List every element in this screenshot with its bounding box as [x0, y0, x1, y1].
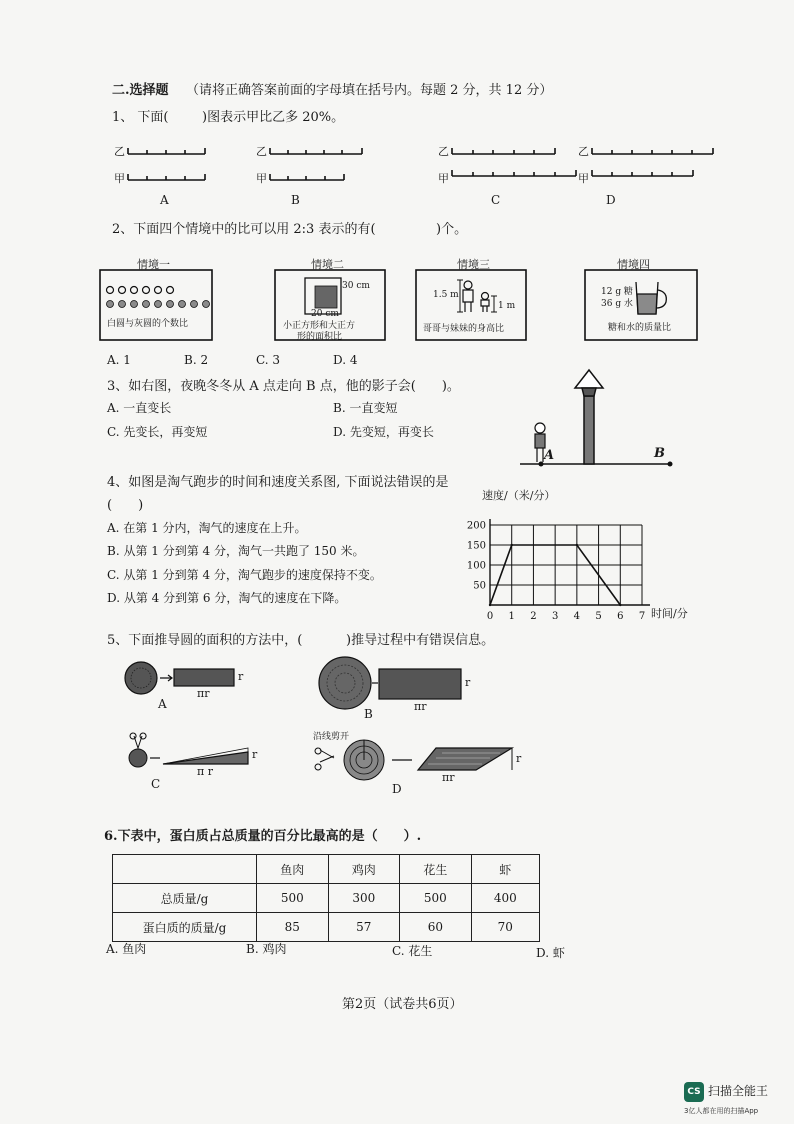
q5-c-length-label: π r: [197, 765, 213, 778]
x-tick-label: 1: [508, 611, 515, 622]
section-instruction: （请将正确答案前面的字母填在括号内。每题 2 分，共 12 分）: [186, 83, 553, 98]
table-header-fish: 鱼肉: [257, 855, 329, 884]
q6-option-c: C. 花生: [392, 944, 433, 958]
q3-stem: 3、如右图，夜晚冬冬从 A 点走向 B 点，他的影子会( )。: [107, 379, 460, 394]
q5-option-b: B: [364, 707, 373, 721]
q1-c-yi-label: 乙: [438, 145, 449, 158]
q5-b-circle: [319, 657, 371, 709]
q2-option-b: B. 2: [184, 353, 209, 367]
q3-option-c: C. 先变长，再变短: [107, 425, 208, 439]
table-row: [113, 913, 540, 942]
q4-option-a: A. 在第 1 分内，淘气的速度在上升。: [107, 521, 307, 535]
protein-table: [112, 854, 540, 942]
q5-a-circle: [125, 662, 157, 694]
q2-scene4-label-1: 12 g 糖: [601, 287, 633, 297]
q5-c-circle: [129, 733, 147, 767]
q5-b-r-label: r: [465, 676, 471, 689]
q1-stem-end: )图表示甲比乙多 20%。: [202, 110, 345, 125]
q5-d-r-label: r: [516, 752, 522, 765]
q6-option-d: D. 虾: [536, 946, 565, 960]
q3-point-a-label: A: [544, 448, 555, 463]
q4-stem-line2: ( ): [107, 498, 144, 513]
q2-scene2-side-label: 30 cm: [342, 281, 370, 291]
q5-stem-start: 5、下面推导圆的面积的方法中，(: [107, 633, 303, 648]
q1-c-jia-label: 甲: [438, 172, 449, 185]
x-tick-label: 5: [595, 611, 602, 622]
q1-d-jia-label: 甲: [578, 172, 589, 185]
q1-a-yi-label: 乙: [114, 145, 125, 158]
y-tick-label: 50: [473, 580, 486, 592]
q5-c-r-label: r: [252, 748, 258, 761]
q6-option-a: A. 鱼肉: [106, 942, 147, 956]
q5-d-parallelogram: [418, 748, 512, 770]
cell-protein-chicken: 57: [328, 913, 400, 942]
table-header-peanut: 花生: [400, 855, 472, 884]
q4-option-b: B. 从第 1 分到第 4 分，淘气一共跑了 150 米。: [107, 544, 365, 558]
q2-scene2-caption-1: 小正方形和大正方: [283, 321, 356, 331]
q3-point-b-label: B: [654, 446, 665, 461]
q5-option-c: C: [151, 777, 161, 791]
q2-scene1-title: 情境一: [137, 258, 170, 271]
row-label-protein-mass: 蛋白质的质量/g: [113, 913, 257, 942]
cell-protein-shrimp: 70: [471, 913, 539, 942]
section-title: 二.选择题: [112, 83, 169, 98]
q4-stem-line1: 4、如图是淘气跑步的时间和速度关系图, 下面说法错误的是: [107, 475, 449, 490]
q1-option-b: B: [291, 193, 300, 207]
q2-scene1-caption: 白圆与灰圆的个数比: [107, 319, 189, 329]
row-label-total-mass: 总质量/g: [113, 884, 257, 913]
q6-stem: 6.下表中，蛋白质占总质量的百分比最高的是（ ）.: [104, 829, 422, 844]
cell-protein-fish: 85: [257, 913, 329, 942]
q5-c-triangle: [163, 752, 248, 764]
q1-d-yi-label: 乙: [578, 145, 589, 158]
q5-a-length-label: πr: [197, 687, 210, 700]
q3-option-b: B. 一直变短: [333, 401, 398, 415]
q2-scene4-caption: 糖和水的质量比: [608, 323, 672, 333]
q5-d-circle: [315, 740, 384, 780]
q5-stem-end: )推导过程中有错误信息。: [346, 633, 495, 648]
q5-a-arrow: [160, 675, 172, 681]
q1-stem-start: 1、 下面(: [112, 110, 169, 125]
q2-scene3-title: 情境三: [457, 258, 490, 271]
q4-option-d: D. 从第 4 分到第 6 分，淘气的速度在下降。: [107, 591, 347, 605]
y-tick-label: 150: [466, 540, 486, 552]
camscanner-logo: CS: [684, 1082, 704, 1102]
camscanner-name: 扫描全能王: [708, 1084, 769, 1098]
cell-total-peanut: 500: [400, 884, 472, 913]
x-tick-label: 0: [486, 611, 494, 622]
q2-option-c: C. 3: [256, 353, 281, 367]
table-row: [113, 884, 540, 913]
x-tick-label: 6: [617, 611, 624, 622]
table-header-shrimp: 虾: [471, 855, 539, 884]
q4-chart-xlabel: 时间/分: [651, 607, 688, 620]
q1-b-jia-label: 甲: [256, 172, 267, 185]
q2-stem-start: 2、下面四个情境中的比可以用 2:3 表示的有(: [112, 222, 376, 237]
q4-option-c: C. 从第 1 分到第 4 分，淘气跑步的速度保持不变。: [107, 568, 382, 582]
q1-option-a: A: [160, 193, 169, 207]
q2-stem-end: )个。: [436, 222, 468, 237]
q6-option-b: B. 鸡肉: [246, 942, 287, 956]
q5-a-rectangle: [174, 669, 234, 686]
q2-scene2-bottom-label: 20 cm: [311, 309, 339, 319]
cell-total-shrimp: 400: [471, 884, 539, 913]
q3-option-d: D. 先变短，再变长: [333, 425, 434, 439]
q5-d-cut-label: 沿线剪开: [313, 732, 350, 742]
q1-a-jia-label: 甲: [114, 172, 125, 185]
camscanner-tagline: 3亿人都在用的扫描App: [684, 1107, 759, 1115]
q3-option-a: A. 一直变长: [107, 401, 172, 415]
table-header-chicken: 鸡肉: [328, 855, 400, 884]
q1-option-c: C: [491, 193, 501, 207]
q1-b-yi-label: 乙: [256, 145, 267, 158]
q4-chart-ylabel: 速度/（米/分）: [482, 489, 556, 502]
q2-scene4-label-2: 36 g 水: [601, 299, 633, 309]
q2-scene2-title: 情境二: [311, 258, 344, 271]
q2-scene3-right-label: 1 m: [498, 301, 516, 311]
y-tick-label: 200: [466, 520, 486, 532]
table-header-row: [113, 855, 540, 884]
q2-scene3-caption: 哥哥与妹妹的身高比: [423, 324, 505, 334]
q5-b-length-label: πr: [414, 700, 427, 713]
table-corner-cell: [113, 855, 257, 884]
q5-b-rectangle: [379, 669, 461, 699]
x-tick-label: 4: [573, 611, 581, 622]
q5-a-r-label: r: [238, 670, 244, 683]
cell-protein-peanut: 60: [400, 913, 472, 942]
cell-total-fish: 500: [257, 884, 329, 913]
q5-option-a: A: [158, 697, 167, 711]
y-tick-label: 100: [466, 560, 486, 572]
q2-option-a: A. 1: [107, 353, 131, 367]
x-tick-label: 3: [551, 611, 559, 622]
q5-d-length-label: πr: [442, 771, 455, 784]
q2-scene2-caption-2: 形的面积比: [297, 332, 343, 342]
x-tick-label: 7: [638, 611, 646, 622]
q2-scene3-left-label: 1.5 m: [433, 290, 459, 300]
page-footer: 第2页（试卷共6页）: [342, 997, 463, 1012]
q1-option-d: D: [606, 193, 616, 207]
cell-total-chicken: 300: [328, 884, 400, 913]
q2-option-d: D. 4: [333, 353, 358, 367]
q5-option-d: D: [392, 782, 402, 796]
q2-scene4-title: 情境四: [617, 258, 650, 271]
x-tick-label: 2: [530, 611, 537, 622]
